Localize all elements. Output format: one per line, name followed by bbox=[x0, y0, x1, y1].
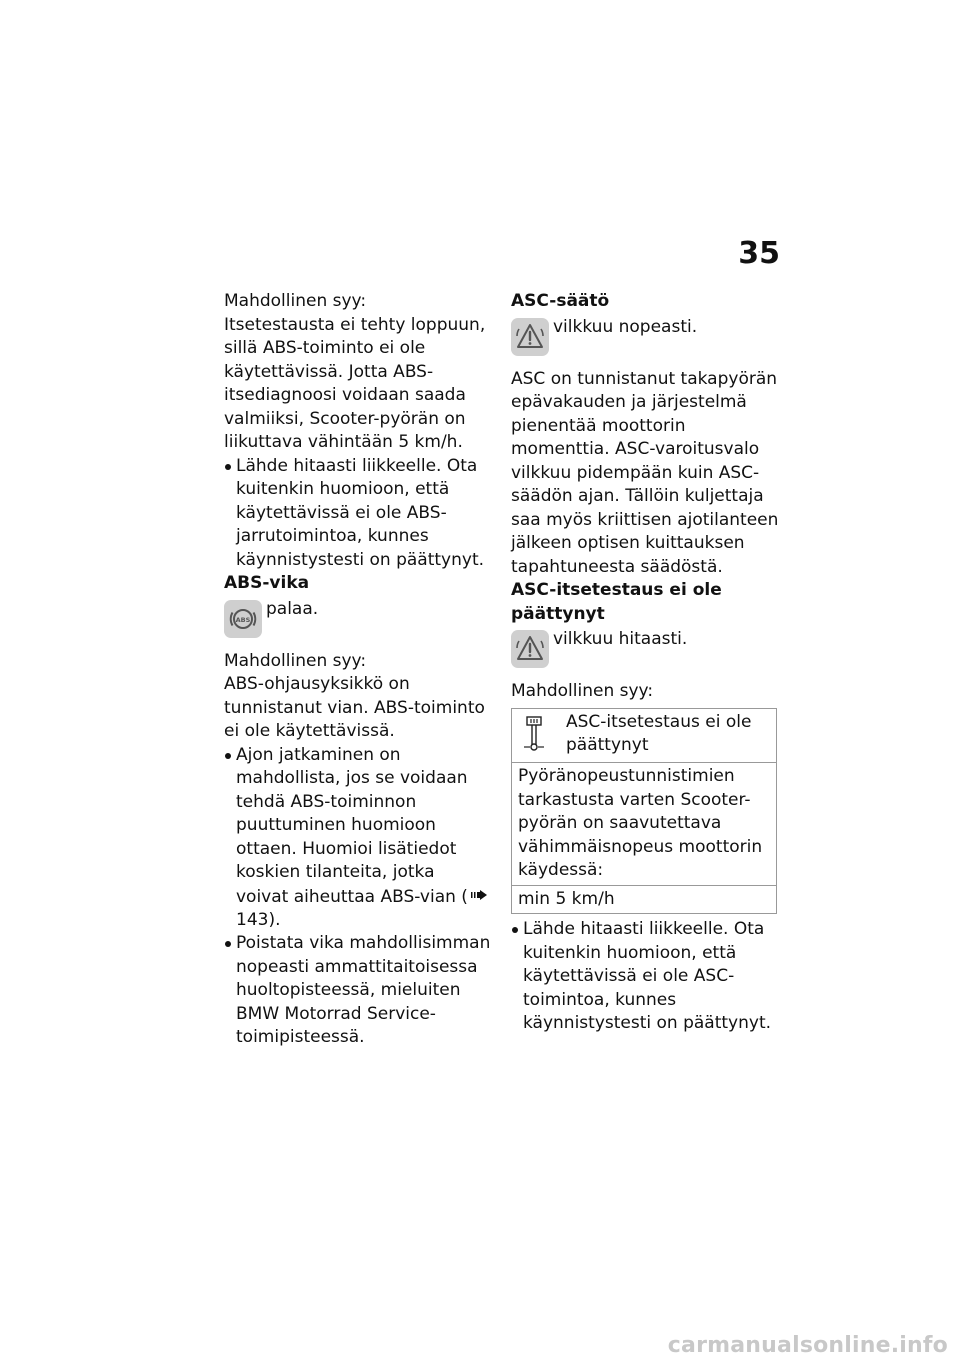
svg-text:ABS: ABS bbox=[235, 615, 251, 624]
table-description-cell: Pyöränopeustunnistimien tarkastusta varten Scooter-pyörän on saavutettava vähimmäisnopeus moottorin käydessä: bbox=[512, 763, 777, 886]
cause-label: Mahdollinen syy: bbox=[224, 291, 367, 311]
asc-lamp-row bbox=[511, 316, 783, 356]
cause-label: Mahdollinen syy: bbox=[511, 681, 654, 701]
spec-table bbox=[511, 708, 777, 915]
abs-warning-lamp-icon bbox=[224, 600, 262, 638]
table-row bbox=[512, 708, 777, 763]
bullet-item: Poistata vika mahdollisimman nopeasti ammattitaitoisessa huoltopisteessä, mieluiten BMW Motorrad Service-toimipisteessä. bbox=[224, 932, 492, 1050]
bullet-item: Lähde hitaasti liikkeelle. Ota kuitenkin huomioon, että käytettävissä ei ole ASC-toimintoa, kunnes käynnistystesti on päättynyt. bbox=[511, 918, 783, 1036]
watermark: carmanualsonline.info bbox=[667, 1333, 948, 1358]
cause-text: ABS-ohjausyksikkö on tunnistanut vian. ABS-toiminto ei ole käytettävissä. bbox=[224, 674, 485, 741]
asc-lamp-text: vilkkuu nopeasti. bbox=[553, 316, 698, 337]
table-header-text: ASC-itsetestaus ei ole päättynyt bbox=[566, 711, 752, 755]
abs-lamp-text: palaa. bbox=[266, 598, 319, 619]
table-row bbox=[512, 885, 777, 914]
table-value-cell: min 5 km/h bbox=[512, 885, 777, 914]
table-row bbox=[512, 763, 777, 886]
abs-lamp-row bbox=[224, 598, 492, 638]
cause-text: Itsetestausta ei tehty loppuun, sillä ABS-toiminto ei ole käytettävissä. Jotta ABS-itsediagnoosi voidaan saada valmiiksi, Scooter-pyörän on liikuttava vähintään 5 km/h. bbox=[224, 314, 486, 452]
right-column bbox=[511, 290, 783, 1036]
bullet-list bbox=[224, 455, 492, 573]
asc-heading: ASC-säätö bbox=[511, 291, 610, 311]
asc-selftest-heading: ASC-itsetestaus ei ole päättynyt bbox=[511, 580, 722, 624]
left-column bbox=[224, 290, 492, 1050]
bullet-list bbox=[224, 744, 492, 1050]
bullet-list bbox=[511, 918, 783, 1036]
page-number: 35 bbox=[738, 236, 780, 271]
spec-gauge-icon bbox=[518, 713, 558, 761]
asc-selftest-lamp-row bbox=[511, 628, 783, 668]
asc-warning-lamp-icon bbox=[511, 630, 549, 668]
page-reference-arrow-icon bbox=[470, 885, 490, 909]
asc-description: ASC on tunnistanut takapyörän epävakauden ja järjestelmä pienentää moottorin momenttia. ASC-varoitusvalo vilkkuu pidempään kuin ASC-säädön ajan. Tällöin kuljettaja saa myös kriittisen ajotilanteen jälkeen optisen kuittauksen tapahtuneesta säädöstä. bbox=[511, 368, 779, 577]
cause-label: Mahdollinen syy: bbox=[224, 650, 367, 671]
asc-selftest-lamp-text: vilkkuu hitaasti. bbox=[553, 629, 688, 649]
bullet-item: Ajon jatkaminen on mahdollista, jos se voidaan tehdä ABS-toiminnon puuttuminen huomioon ottaen. Huomioi lisätiedot koskien tilanteita, jotka voivat aiheuttaa ABS-vian (143). bbox=[224, 744, 492, 933]
page-reference[interactable]: 143). bbox=[236, 909, 281, 930]
asc-warning-lamp-icon bbox=[511, 318, 549, 356]
bullet-item: Lähde hitaasti liikkeelle. Ota kuitenkin huomioon, että käytettävissä ei ole ABS-jarrutoimintoa, kunnes käynnistystesti on päättynyt. bbox=[224, 455, 492, 573]
abs-fault-heading: ABS-vika bbox=[224, 573, 310, 593]
bullet-text: Ajon jatkaminen on mahdollista, jos se voidaan tehdä ABS-toiminnon puuttuminen huomioon ottaen. Huomioi lisätiedot koskien tilanteita, jotka voivat aiheuttaa ABS-vian bbox=[236, 744, 468, 907]
table-header-cell bbox=[512, 708, 777, 763]
